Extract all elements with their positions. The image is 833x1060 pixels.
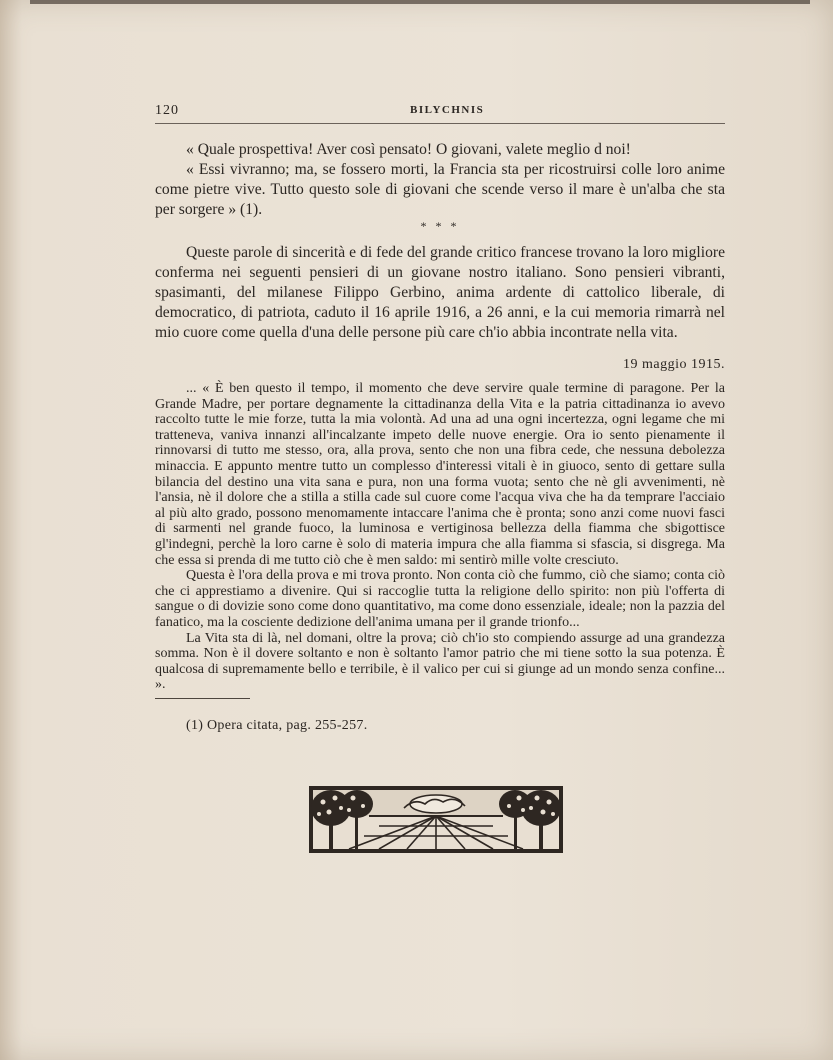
page-top-edge [30,0,810,4]
page-number: 120 [155,103,179,118]
quote-paragraph: « Essi vivranno; ma, se fossero morti, la Francia sta per ricostruirsi colle loro anime come pietre vive. Tutto questo sole di giovani che scende verso il mare è un'alba che sta per sorgere » (1). [155,161,725,218]
quote-paragraph: « Quale prospettiva! Aver così pensato! O giovani, valete meglio d noi! [186,141,631,158]
section-separator: * * * [420,219,460,233]
page-header [155,103,725,124]
letter-paragraph: La Vita sta di là, nel domani, oltre la prova; ciò ch'io sto compiendo assurge ad una grandezza somma. Non è il dovere soltanto e non è soltanto l'amor patrio che mi tiene sotto la sua potenza. È qualcosa di supremamente bello e terribile, è il valico per cui si giunge ad un mondo senza confine... ». [155,630,725,693]
landscape-vignette-ornament [309,786,563,853]
letter-paragraph: ... « È ben questo il tempo, il momento che deve servire quale termine di paragone. Per la Grande Madre, per portare degnamente la cittadinanza della Vita e la patria cittadinanza io avevo raccolto tutte le mie forze, tutta la mia volontà. Ad una ad una ogni incertezza, ogni legame che mi tratteneva, vaniva innanzi all'incalzante impeto delle nuove energie. Ora io sento pienamente il rinnovarsi di tutto me stesso, ora, alla prova, sento che non una fibra cede, che nessuna debolezza minaccia. E appunto mentre tutto un complesso d'interessi vitali è in giuoco, sento di gettare sulla bilancia del destino una vita sana e pura, non una forma vuota; sento che nè gli avvenimenti, nè l'ansia, nè il dolore che a stilla a stilla cade sul cuore come l'acqua viva che ha da temprare l'acciaio al più alto grado, possono menomamente intaccare l'anima che è pronta; sono anzi come nuovi fasci di sarmenti nel grande fuoco, la luminosa e vertiginosa bellezza della fiamma che sbigottisce gl'indegni, perchè la loro carne è solo di materia impura che alla fiamma si sfascia, si disgrega. Ma che essa si prenda di me tutto ciò che è men saldo: mi sentirò mille volte cresciuto. [155,381,725,568]
intro-block [155,243,725,343]
letter-paragraph: Questa è l'ora della prova e mi trova pronto. Non conta ciò che fummo, ciò che siamo; conta ciò che ci apprestiamo a divenire. Qui si raccoglie tutta la religione dello spirito: non più l'offerta di sangue o di dovizie sono come dono quantitativo, ma come dono essenziale, ideale; non la pazzia del fanatico, ma la cosciente dedizione dell'anima umana per il grande trionfo... [155,568,725,630]
footnote: (1) Opera citata, pag. 255-257. [186,718,368,733]
dateline: 19 maggio 1915. [623,357,725,372]
intro-paragraph: Queste parole di sincerità e di fede del grande critico francese trovano la loro migliore conferma nei seguenti pensieri di un giovane nostro italiano. Sono pensieri vibranti, spasimanti, del milanese Filippo Gerbino, anima ardente di cattolico liberale, di democratico, di patriota, caduto il 16 aprile 1916, a 26 anni, e la cui memoria rimarrà nel mio cuore come quella d'una delle persone più care ch'io abbia incontrate nella vita. [155,244,725,341]
letter-block [155,381,725,693]
quote-block [155,140,725,220]
running-title: BILYCHNIS [410,104,485,116]
footnote-rule [155,698,250,699]
